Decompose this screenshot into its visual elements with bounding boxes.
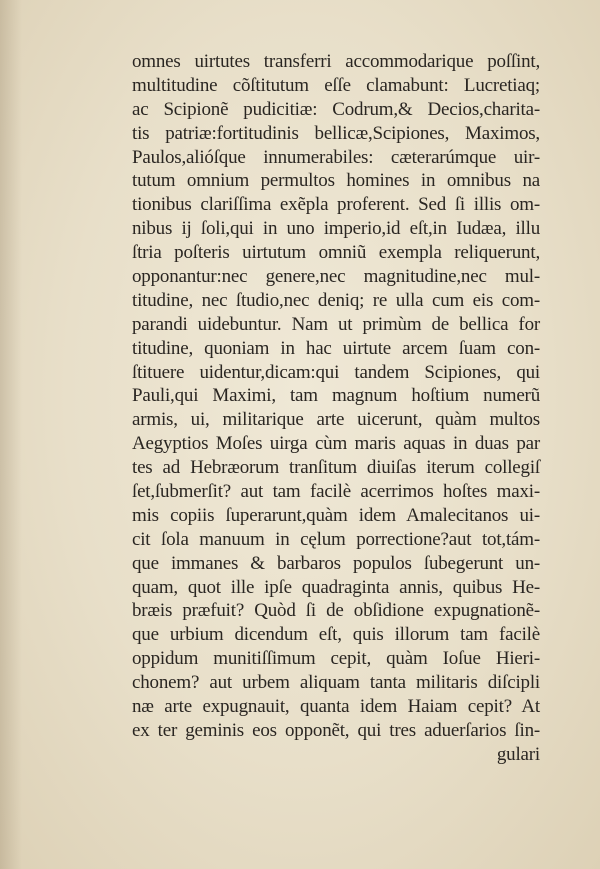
text-line: næ arte expugnauit, quanta idem Haiam cepit? At — [132, 696, 540, 718]
text-line: que immanes & barbaros populos ſubegerunt un- — [132, 552, 540, 574]
text-line: ex ter geminis eos opponẽt, qui tres aduerſarios ſin- — [132, 719, 540, 741]
body-text — [132, 50, 540, 767]
text-line: ſet,ſubmerſit? aut tam facilè acerrimos hoſtes maxi- — [132, 481, 540, 503]
catchword: gulari — [496, 743, 540, 765]
text-line: bræis præfuit? Quòd ſi de obſidione expugnationẽ- — [132, 600, 540, 622]
text-line: titudine, quoniam in hac uirtute arcem ſuam con- — [132, 337, 540, 359]
text-line: cit ſola manuum in cęlum porrectione?aut tot,tám- — [132, 528, 540, 550]
text-line: omnes uirtutes transferri accommodarique poſſint, — [132, 51, 540, 72]
text-line: nibus ij ſoli,qui in uno imperio,id eſt,in Iudæa, illu — [132, 218, 540, 240]
text-line: parandi uidebuntur. Nam ut primùm de bellica for — [132, 313, 540, 335]
text-line: tes ad Hebræorum tranſitum diuiſas iterum collegiſ — [132, 457, 540, 479]
page-gutter-shadow — [0, 0, 22, 869]
text-line: multitudine cõſtitutum eſſe clamabunt: Lucretiaq; — [132, 74, 540, 96]
text-line: titudine, nec ſtudio,nec deniq; re ulla cum eis com- — [132, 289, 540, 311]
text-line: Aegyptios Moſes uirga cùm maris aquas in duas par — [132, 433, 540, 455]
text-line: ſtria poſteris uirtutum omniũ exempla reliquerunt, — [132, 242, 540, 264]
text-line: mis copiis ſuperarunt,quàm idem Amalecitanos ui- — [132, 504, 540, 526]
text-line: ac Scipionẽ pudicitiæ: Codrum,& Decios,charita- — [132, 98, 540, 120]
text-line: tionibus clariſſima exẽpla proferent. Sed ſi illis om- — [132, 194, 540, 216]
text-line: ſtituere uidentur,dicam:qui tandem Scipiones, qui — [132, 361, 540, 383]
text-line: opponantur:nec genere,nec magnitudine,nec mul- — [132, 266, 540, 288]
text-line: tutum omnium permultos homines in omnibus na — [132, 170, 540, 192]
text-line: chonem? aut urbem aliquam tanta militaris diſcipli — [132, 672, 540, 694]
text-line: tis patriæ:fortitudinis bellicæ,Scipiones, Maximos, — [132, 122, 540, 144]
text-line: quam, quot ille ipſe quadraginta annis, quibus He- — [132, 576, 540, 598]
text-line: Pauli,qui Maximi, tam magnum hoſtium numerũ — [132, 385, 540, 407]
text-line: armis, ui, militarique arte uicerunt, quàm multos — [132, 409, 540, 431]
text-line: que urbium dicendum eſt, quis illorum tam facilè — [132, 624, 540, 646]
text-line: oppidum munitiſſimum cepit, quàm Ioſue Hieri- — [132, 648, 540, 670]
text-line: Paulos,alióſque innumerabiles: cæterarúmque uir- — [132, 146, 540, 168]
